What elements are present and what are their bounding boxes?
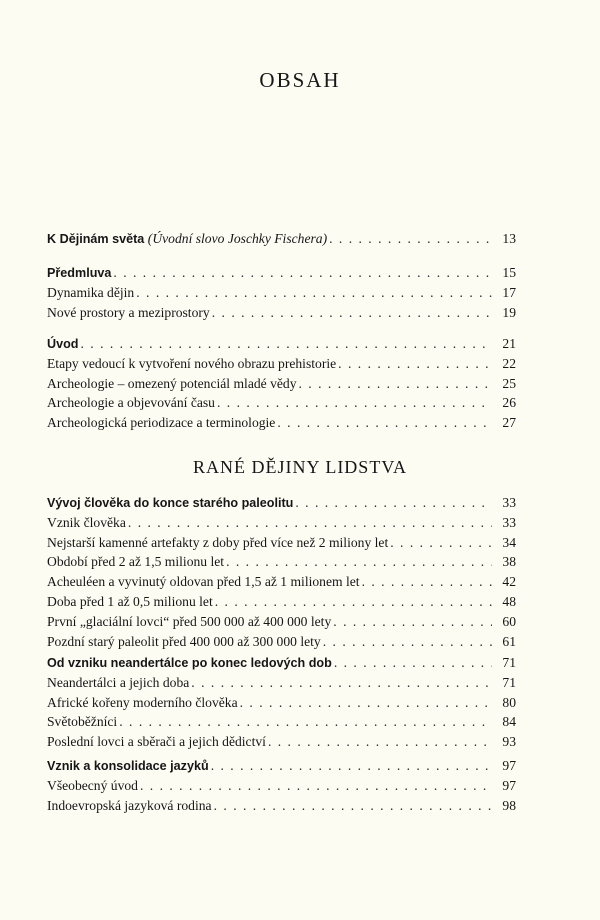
toc-entry[interactable]	[47, 356, 516, 376]
toc-entry-page: 61	[502, 633, 516, 649]
toc-entry-page: 60	[502, 613, 516, 629]
dot-leader	[240, 695, 492, 711]
toc-entry-page: 33	[502, 495, 516, 510]
toc-entry[interactable]	[47, 614, 516, 634]
toc-group-foreword-fischer	[47, 231, 516, 251]
toc-entry[interactable]	[47, 695, 516, 715]
toc-entry-title: Úvod	[47, 337, 79, 351]
toc-entry-page: 13	[502, 231, 516, 246]
section-title: RANÉ DĚJINY LIDSTVA	[193, 457, 407, 477]
toc-entry[interactable]	[47, 655, 516, 675]
toc-entry-page: 38	[502, 554, 516, 570]
dot-leader	[329, 231, 492, 247]
toc-entry-title: Doba před 1 až 0,5 milionu let	[47, 593, 213, 609]
dot-leader	[323, 634, 492, 650]
dot-leader	[226, 554, 492, 570]
dot-leader	[80, 336, 492, 352]
toc-entry-page: 48	[502, 593, 516, 609]
toc-entry-title: Archeologie a objevování času	[47, 395, 215, 411]
page-title: OBSAH	[259, 68, 341, 92]
dot-leader	[191, 675, 492, 691]
dot-leader	[268, 734, 492, 750]
toc-entry-title: Období před 2 až 1,5 milionu let	[47, 554, 225, 570]
toc-entry-title: Neandertálci a jejich doba	[47, 674, 190, 690]
dot-leader	[211, 758, 492, 774]
dot-leader	[140, 778, 492, 794]
toc-entry[interactable]	[47, 574, 516, 594]
toc-entry[interactable]	[47, 336, 516, 356]
toc-entry-page: 80	[502, 694, 516, 710]
toc-entry-title: Acheuléen a vyvinutý oldovan před 1,5 až 1 milionem let	[47, 574, 360, 590]
toc-entry-page: 15	[502, 265, 516, 280]
toc-entry-page: 97	[502, 777, 516, 793]
toc-entry[interactable]	[47, 535, 516, 555]
dot-leader	[334, 655, 492, 671]
dot-leader	[128, 515, 492, 531]
dot-leader	[277, 415, 492, 431]
toc-entry-page: 19	[502, 304, 516, 320]
toc-entry-page: 25	[502, 375, 516, 391]
toc-group-jazyky	[47, 758, 516, 817]
toc-entry-title: Etapy vedoucí k vytvoření nového obrazu prehistorie	[47, 355, 337, 371]
toc-entry-title: Světoběžníci	[47, 714, 118, 730]
toc-entry-title: K Dějinám světa (Úvodní slovo Joschky Fischera)	[47, 231, 328, 246]
toc-entry[interactable]	[47, 594, 516, 614]
toc-entry[interactable]	[47, 376, 516, 396]
toc-group-neandertalci	[47, 655, 516, 754]
toc-entry-page: 98	[502, 797, 516, 813]
toc-entry-page: 21	[502, 336, 516, 351]
toc-entry-title: Indoevropská jazyková rodina	[47, 797, 212, 813]
toc-group-uvod	[47, 336, 516, 435]
toc-entry-title: Nejstarší kamenné artefakty z doby před více než 2 miliony let	[47, 534, 389, 550]
toc-entry[interactable]	[47, 554, 516, 574]
toc-entry-page: 42	[502, 574, 516, 590]
toc-group-predmluva	[47, 265, 516, 324]
toc-entry[interactable]	[47, 778, 516, 798]
toc-entry[interactable]	[47, 734, 516, 754]
toc-entry-title: Pozdní starý paleolit před 400 000 až 300 000 lety	[47, 633, 321, 649]
toc-entry-title: Všeobecný úvod	[47, 777, 138, 793]
dot-leader	[215, 594, 492, 610]
toc-entry-title: Od vzniku neandertálce po konec ledových dob	[47, 656, 332, 670]
toc-entry-page: 26	[502, 395, 516, 411]
toc-entry-page: 17	[502, 284, 516, 300]
toc-entry[interactable]	[47, 395, 516, 415]
toc-entry[interactable]	[47, 285, 516, 305]
toc-entry-subtitle: (Úvodní slovo Joschky Fischera)	[147, 231, 328, 246]
toc-entry-page: 97	[502, 758, 516, 773]
dot-leader	[136, 285, 492, 301]
toc-entry-page: 71	[502, 655, 516, 670]
toc-entry-title: Dynamika dějin	[47, 284, 135, 300]
toc-entry[interactable]	[47, 515, 516, 535]
toc-entry-title: První „glaciální lovci“ před 500 000 až 400 000 lety	[47, 613, 332, 629]
toc-entry[interactable]	[47, 265, 516, 285]
toc-entry-title: Poslední lovci a sběrači a jejich dědictví	[47, 734, 266, 750]
toc-group-vyvoj-cloveka	[47, 495, 516, 653]
dot-leader	[390, 535, 492, 551]
toc-entry-title: Nové prostory a meziprostory	[47, 304, 210, 320]
toc-entry-page: 33	[502, 514, 516, 530]
dot-leader	[212, 305, 492, 321]
toc-entry-title: Vznik a konsolidace jazyků	[47, 759, 209, 773]
toc-entry[interactable]	[47, 231, 516, 251]
toc-entry-title: Předmluva	[47, 266, 112, 280]
toc-entry[interactable]	[47, 798, 516, 818]
toc-entry-page: 34	[502, 534, 516, 550]
toc-entry[interactable]	[47, 634, 516, 654]
dot-leader	[295, 495, 492, 511]
toc-entry-page: 84	[502, 714, 516, 730]
dot-leader	[299, 376, 493, 392]
dot-leader	[333, 614, 492, 630]
dot-leader	[338, 356, 492, 372]
toc-entry[interactable]	[47, 415, 516, 435]
dot-leader	[362, 574, 492, 590]
toc-entry-title: Archeologie – omezený potenciál mladé vědy	[47, 375, 297, 391]
toc-entry[interactable]	[47, 495, 516, 515]
toc-entry[interactable]	[47, 758, 516, 778]
toc-entry[interactable]	[47, 714, 516, 734]
dot-leader	[217, 395, 492, 411]
toc-entry-page: 22	[502, 355, 516, 371]
dot-leader	[113, 265, 492, 281]
toc-entry-title: Vývoj člověka do konce starého paleolitu	[47, 496, 294, 510]
toc-entry-title: Africké kořeny moderního člověka	[47, 694, 238, 710]
toc-entry-page: 71	[502, 674, 516, 690]
dot-leader	[119, 714, 492, 730]
toc-entry-title: Vznik člověka	[47, 514, 126, 530]
toc-entry-page: 27	[502, 415, 516, 431]
toc-entry-title: Archeologická periodizace a terminologie	[47, 415, 276, 431]
toc-entry-page: 93	[502, 734, 516, 750]
toc-entry[interactable]	[47, 305, 516, 325]
toc-entry[interactable]	[47, 675, 516, 695]
dot-leader	[214, 798, 492, 814]
